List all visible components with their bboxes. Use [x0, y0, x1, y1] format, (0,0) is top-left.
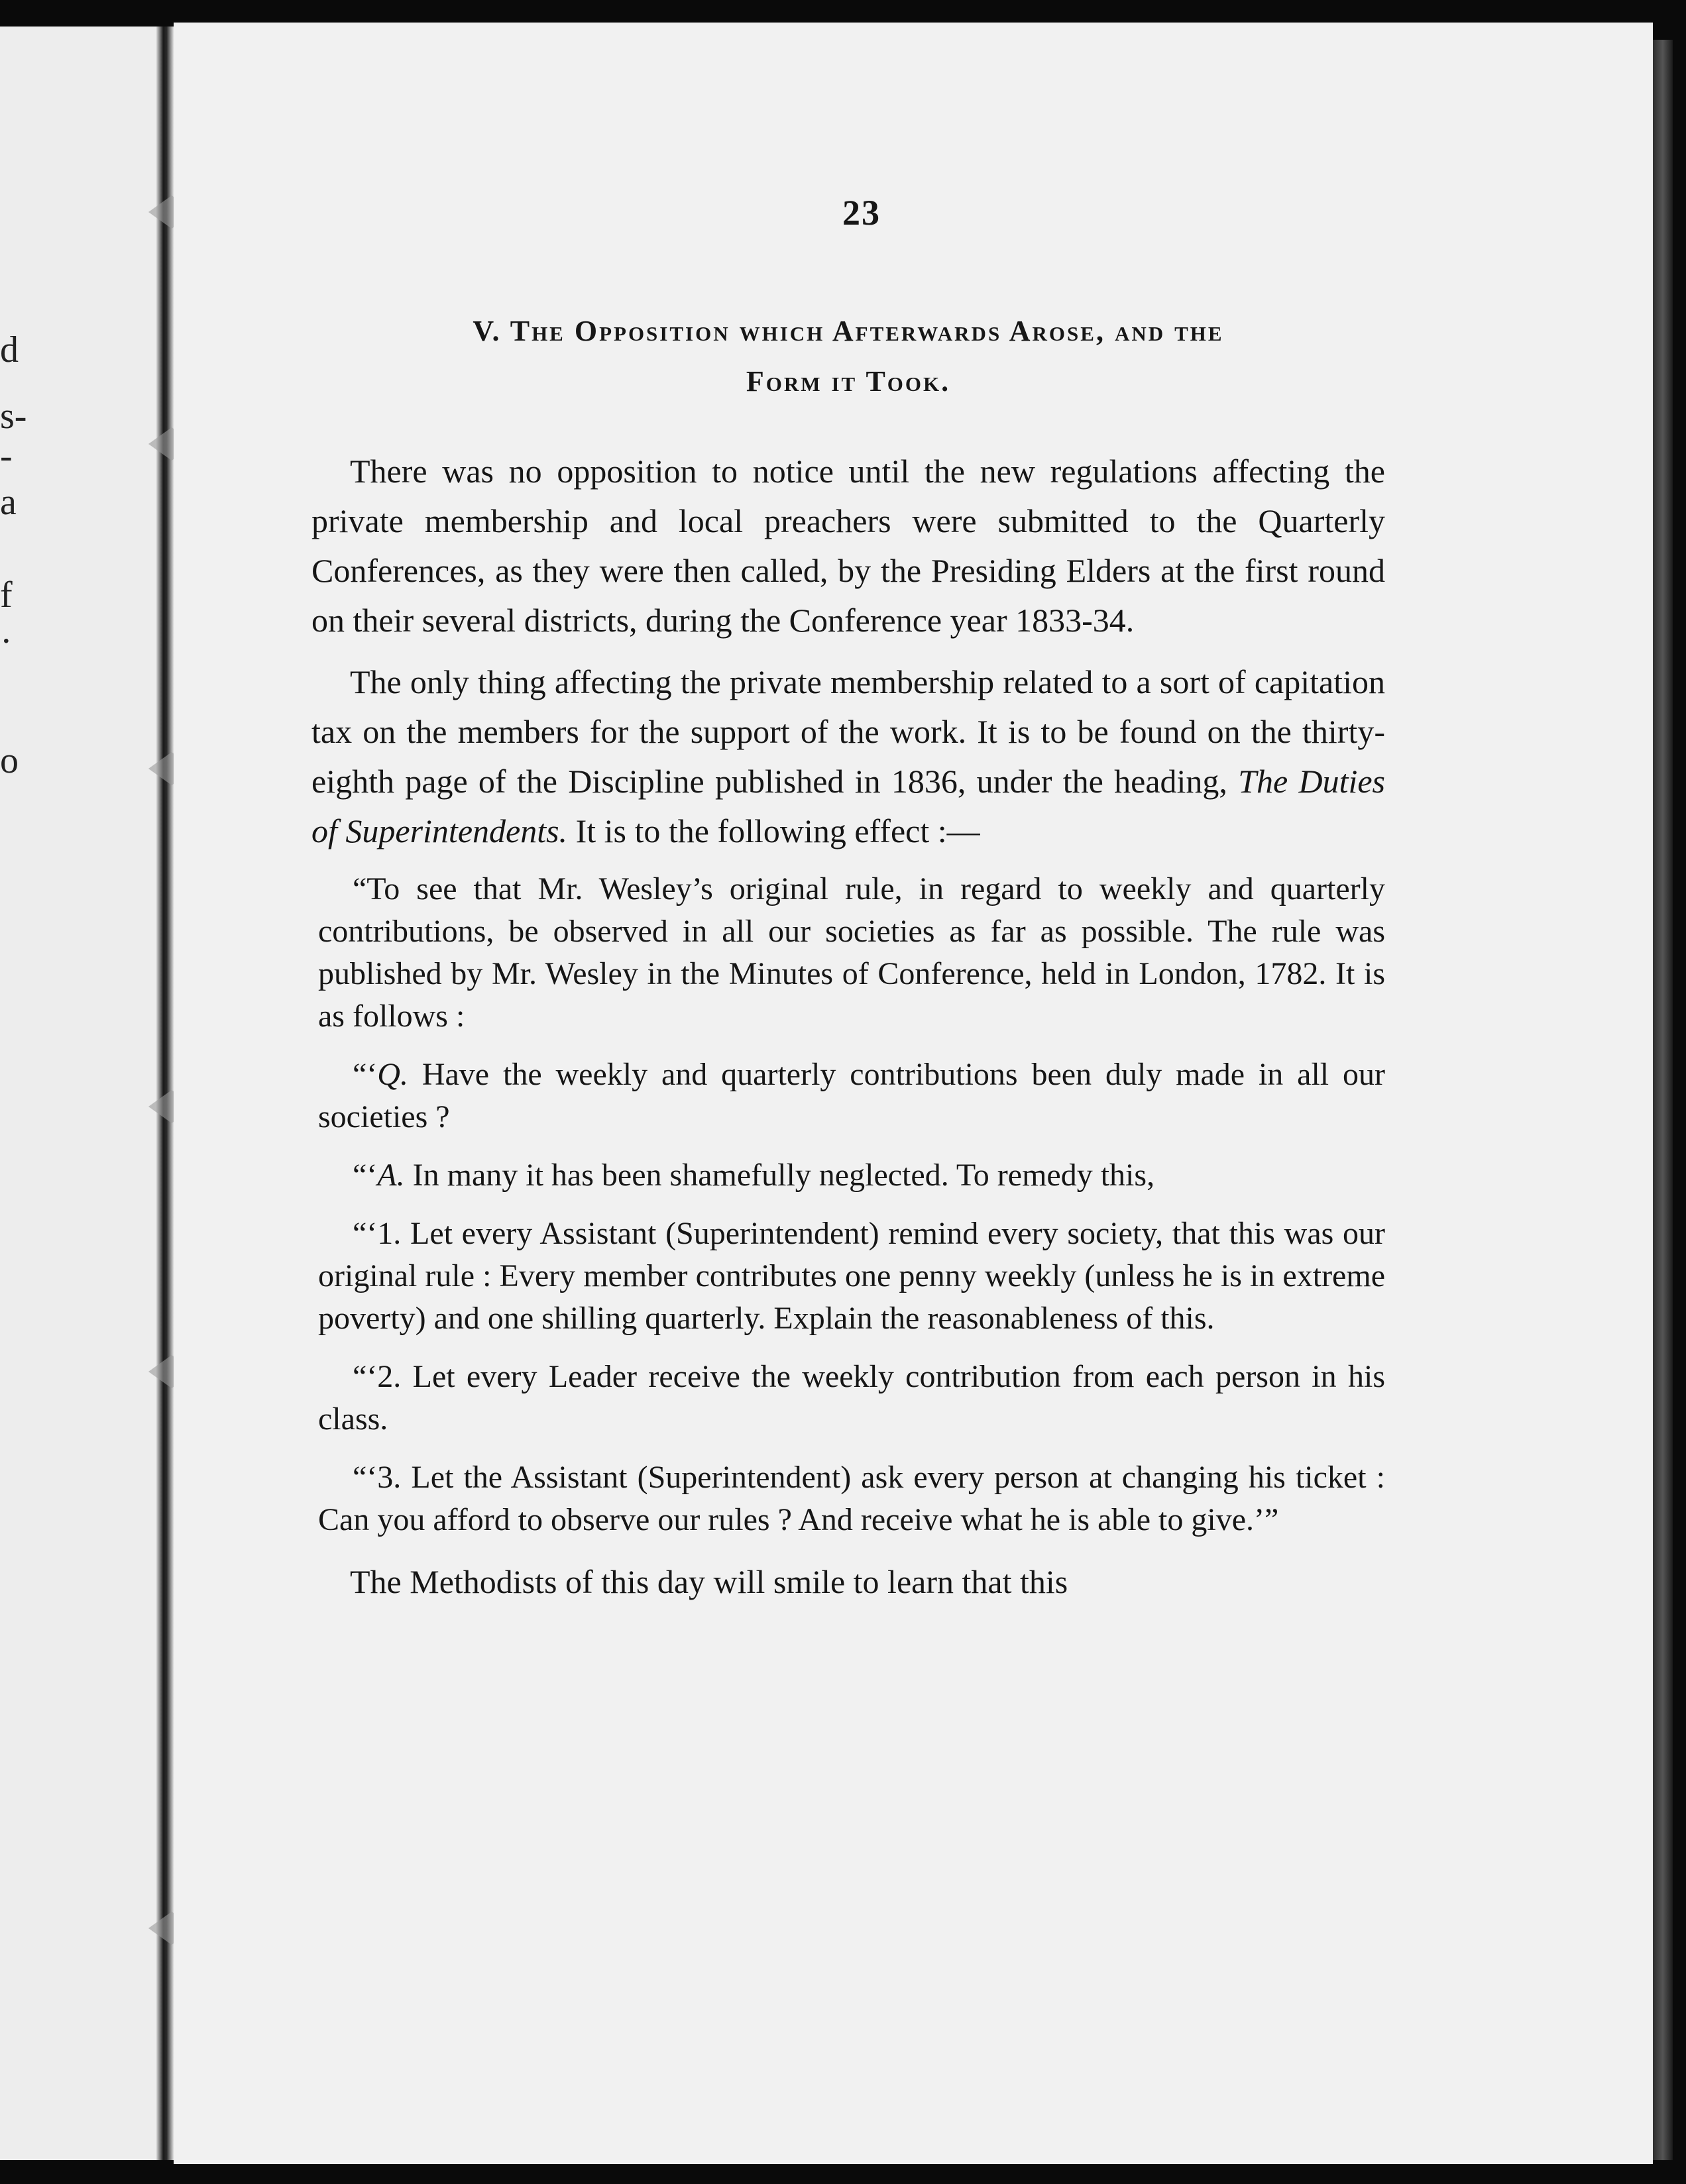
- quoted-rule-item: “‘1. Let every Assistant (Superintendent) remind every society, that this was our original rule : Every member contributes one penny weekly (unless he is in extreme poverty) and one shilling quarterly. Explain the reasonableness of this.: [318, 1216, 1385, 1336]
- section-heading-line: Form it Took.: [746, 365, 951, 398]
- quoted-question: [318, 1054, 1385, 1138]
- quote-mark: “‘: [353, 1057, 378, 1092]
- closing-paragraph: The Methodists of this day will smile to learn that this: [350, 1563, 1068, 1600]
- left-fragment: o: [0, 740, 19, 781]
- quote-text: Have the weekly and quarterly contributions been duly made in all our societies ?: [318, 1057, 1385, 1134]
- left-page-margin: [0, 27, 166, 2160]
- question-label: Q.: [377, 1057, 408, 1092]
- paragraph: There was no opposition to notice until the new regulations affecting the private membership and local preachers were submitted to the Quarterly Conferences, as they were then called, by the Presiding Elders at the first round on their several districts, during the Conference year 1833-34.: [311, 453, 1385, 639]
- quoted-answer: [318, 1154, 1385, 1197]
- italic-heading-reference: The Duties of Superintendents.: [311, 763, 1386, 849]
- left-fragment: a: [0, 482, 17, 523]
- section-heading-line: V. The Opposition which Afterwards Arose, and the: [473, 315, 1224, 347]
- page-number: 23: [842, 193, 881, 233]
- section-heading: [311, 306, 1385, 407]
- left-fragment: ·: [0, 621, 13, 662]
- answer-label: A.: [377, 1158, 405, 1193]
- paragraph-text: The only thing affecting the private membership related to a sort of capitation tax on the members for the support of the work. It is to be found on the thirty-eighth page of the Discipline published in 1836, under the heading,: [311, 663, 1385, 800]
- quote-text: In many it has been shamefully neglected. To remedy this,: [404, 1158, 1155, 1193]
- quoted-rule-item: “‘3. Let the Assistant (Superintendent) ask every person at changing his ticket : Can you afford to observe our rules ? And receive what he is able to give.’”: [318, 1460, 1385, 1537]
- paragraph: [311, 657, 1385, 856]
- page-content: [311, 192, 1385, 1619]
- paragraph-text: It is to the following effect :—: [567, 812, 980, 849]
- quoted-rule: “To see that Mr. Wesley’s original rule, in regard to weekly and quarterly contributions, be observed in all our societies as far as possible. The rule was published by Mr. Wesley in the Minutes of Conference, held in London, 1782. It is as follows :: [318, 871, 1385, 1034]
- quoted-rule-item: “‘2. Let every Leader receive the weekly contribution from each person in his class.: [318, 1359, 1385, 1437]
- quote-mark: “‘: [353, 1158, 378, 1193]
- left-fragment: d: [0, 329, 19, 370]
- left-fragment: s-: [0, 396, 27, 437]
- left-fragment: -: [0, 435, 13, 476]
- left-fragment: f: [0, 574, 13, 616]
- page-edge: [1653, 40, 1673, 2160]
